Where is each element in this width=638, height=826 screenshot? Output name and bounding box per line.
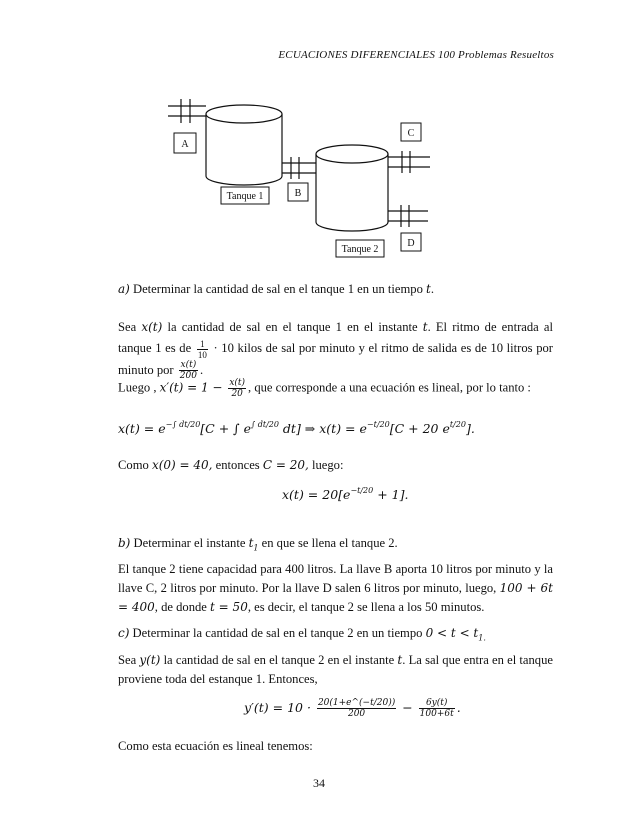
label-b: B <box>294 188 302 199</box>
part-a-particular-solution: $x(t) = 20[e^{-t/20} + 1]$. <box>282 486 409 502</box>
part-a-initial-condition: Como x(0) = 40, entonces C = 20, luego: <box>118 458 344 472</box>
tank-1 <box>206 105 282 185</box>
part-c-paragraph: Sea y(t) la cantidad de sal en el tanque 2 en el instante t. La sal que entra en el tanque proviene toda del estanque 1. Entonces, <box>118 653 553 686</box>
part-b-question: b) Determinar el instante $t_1$ en que se llena el tanque 2. <box>118 536 398 553</box>
part-b-paragraph: El tanque 2 tiene capacidad para 400 litros. La llave B aporta 10 litros por minuto y la llave C, 2 litros por minuto. Por la llave D salen 6 litros por minuto, luego, 100 + 6t = 400, de donde t = 50, es decir, el tanque 2 se llena a los 50 minutos. <box>118 562 553 614</box>
part-c-question: c) Determinar la cantidad de sal en el tanque 2 en un tiempo $0 < t < t_{1.}$ <box>118 626 486 643</box>
tank-2 <box>316 145 388 231</box>
part-c-closing: Como esta ecuación es lineal tenemos: <box>118 739 313 753</box>
valve-b-pipe <box>282 157 316 179</box>
tank-2-label: Tanque 2 <box>341 244 379 255</box>
page-number: 34 <box>313 776 325 790</box>
label-c: C <box>407 128 415 139</box>
part-c-ode: y′(t) = 10 · $\frac{20(1+e\^{}(-t/20))}{200}$ − $\frac{6y(t)}{100+6t}$ . <box>244 698 461 719</box>
part-a-paragraph: Sea x(t) la cantidad de sal en el tanque 1 en el instante t. El ritmo de entrada al tanque 1 es de $\frac{1}{10}$ · 10 kilos de sal por minuto y el ritmo de salida es de 10 litros por minuto por $\frac{x(t)}{200}$ . <box>118 320 553 382</box>
running-header: ECUACIONES DIFERENCIALES 100 Problemas Resueltos <box>278 49 554 61</box>
part-a-general-solution: $x(t) = e^{-\int dt/20}[C$ + ∫ $e^{\int dt/20}$ dt] ⇒ $x(t) = e^{-t/20}[C + 20$ $e^{t/20}$]. <box>118 420 475 436</box>
valve-a-pipe <box>168 99 206 123</box>
tank-1-label: Tanque 1 <box>226 191 264 202</box>
label-a: A <box>181 139 189 150</box>
valve-d-pipe <box>388 205 428 227</box>
valve-c-pipe <box>388 151 430 173</box>
part-a-question: a) Determinar la cantidad de sal en el tanque 1 en un tiempo t. <box>118 282 435 296</box>
tank-diagram <box>0 0 638 270</box>
part-a-ode: Luego , x′(t) = 1 − $\frac{x(t)}{20}$ , que corresponde a una ecuación es lineal, por lo tanto : <box>118 378 531 399</box>
label-d: D <box>407 238 415 249</box>
